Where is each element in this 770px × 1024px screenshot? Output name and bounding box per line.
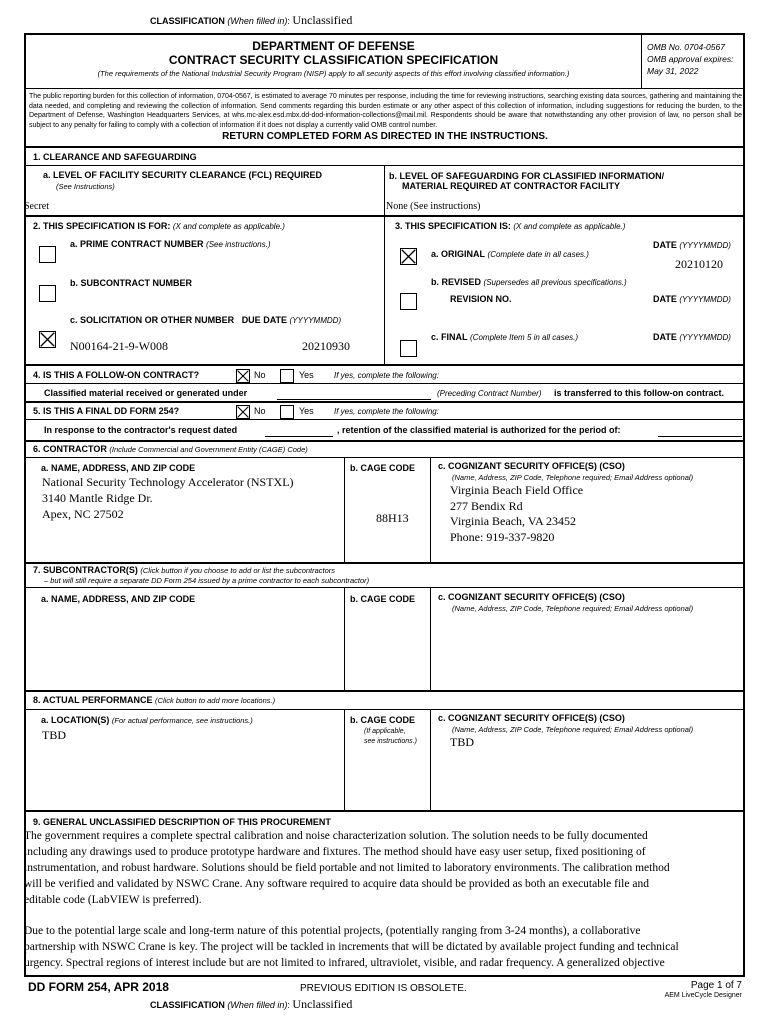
sec2-c-due-date[interactable]: 20210930 (302, 339, 350, 353)
sec3-a-hint: (Complete date in all cases.) (487, 250, 589, 259)
sec9-title: 9. GENERAL UNCLASSIFIED DESCRIPTION OF THIS PROCUREMENT (33, 817, 331, 827)
sec1-b-value: None (See instructions) (386, 201, 481, 212)
sec8-a-hint: (For actual performance, see instructions.) (111, 716, 253, 725)
classification-value-bottom: Unclassified (292, 997, 353, 1011)
form-number: DD FORM 254, APR 2018 (28, 980, 169, 994)
sec5-line-mid: , retention of the classified material is authorized for the period of: (337, 425, 621, 435)
classification-colon-bottom: : (287, 1000, 290, 1010)
sec8-b-hint-1: (If applicable, (364, 728, 406, 735)
sec2-c-value[interactable]: N00164-21-9-W008 (70, 339, 168, 353)
form-title: CONTRACT SECURITY CLASSIFICATION SPECIFICATION (168, 53, 499, 67)
sec6-b-label: b. CAGE CODE (350, 463, 416, 473)
sec2-c-label-text: c. SOLICITATION OR OTHER NUMBER (70, 315, 235, 325)
sec3-a-date-label (653, 240, 731, 250)
sec5-if-yes: If yes, complete the following: (334, 407, 439, 416)
omb-expires-date: May 31, 2022 (647, 66, 699, 76)
sec3-c-date-text: DATE (653, 332, 677, 342)
check-x-icon (237, 406, 249, 418)
sec1-title: 1. CLEARANCE AND SAFEGUARDING (33, 152, 197, 162)
sec5-request-date-field[interactable] (265, 436, 333, 437)
sec4-if-yes: If yes, complete the following: (334, 371, 439, 380)
sec8-title (33, 695, 275, 705)
sec9-line: The government requires a complete spectral calibration and noise characterization solution. The solution needs to be fully documented (24, 830, 648, 842)
classification-hint-bottom: (When filled in) (227, 1000, 288, 1010)
sec8-b-label: b. CAGE CODE (350, 715, 416, 725)
classification-bottom (150, 997, 352, 1012)
sec8-c-hint: (Name, Address, ZIP Code, Telephone required; Email Address optional) (452, 725, 694, 734)
sec3-c-hint: (Complete Item 5 in all cases.) (470, 333, 579, 342)
sec7-title-text: 7. SUBCONTRACTOR(S) (33, 565, 138, 575)
sec3-title (395, 221, 625, 231)
sec9-line: urgency. Spectral regions of interest include but are not limited to infrared, ultraviolet, visible, and radar frequency. A generalized objective (24, 957, 665, 969)
sec2-due-hint: (YYYYMMDD) (289, 316, 342, 325)
classification-label: CLASSIFICATION (150, 16, 225, 26)
sec3-b-label (431, 277, 627, 287)
sec3-revision-label: REVISION NO. (450, 294, 512, 304)
sec3-a-date-text: DATE (653, 240, 677, 250)
sec4-question: 4. IS THIS A FOLLOW-ON CONTRACT? (33, 370, 200, 380)
sec3-a-date-hint: (YYYYMMDD) (679, 241, 731, 250)
sec3-b-date-hint: (YYYYMMDD) (679, 295, 731, 304)
sec1-b-label-1: b. LEVEL OF SAFEGUARDING FOR CLASSIFIED INFORMATION/ (389, 171, 665, 181)
check-x-icon (40, 332, 55, 347)
sec4-yes-label: Yes (299, 370, 314, 380)
sec4-contract-number-field[interactable] (277, 399, 431, 400)
sec3-c-date-hint: (YYYYMMDD) (679, 333, 731, 342)
sec4-line-label: Classified material received or generated under (44, 388, 248, 398)
sec4-yes-checkbox[interactable] (280, 369, 294, 383)
sec2-due-label: DUE DATE (241, 315, 288, 325)
sec4-line-hint: (Preceding Contract Number) (437, 389, 542, 398)
sec2-b-checkbox[interactable] (39, 285, 56, 302)
check-x-icon (401, 249, 416, 264)
classification-label-bottom: CLASSIFICATION (150, 1000, 225, 1010)
sec3-b-date-text: DATE (653, 294, 677, 304)
sec6-contractor-address[interactable] (42, 474, 294, 522)
sec7-a-label: a. NAME, ADDRESS, AND ZIP CODE (41, 594, 196, 604)
sec2-c-checkbox[interactable] (39, 331, 56, 348)
sec3-c-label (431, 332, 578, 342)
sec1-b-label-2: MATERIAL REQUIRED AT CONTRACTOR FACILITY (402, 181, 620, 191)
sec6-cso-line: Virginia Beach Field Office (450, 483, 584, 497)
sec6-title-text: 6. CONTRACTOR (33, 444, 107, 454)
sec8-a-label-text: a. LOCATION(S) (41, 715, 110, 725)
form-subtitle: (The requirements of the National Industrial Security Program (NISP) apply to all security aspects of this effort involving classified information.) (97, 69, 570, 78)
sec9-line: will be verified and validated by NSWC Crane. Any software required to acquire data should be provided as both an executable file and (24, 878, 649, 890)
sec6-cso-line: Phone: 919-337-9820 (450, 529, 555, 544)
sec4-no-label: No (254, 370, 266, 380)
sec9-line: including any drawings used to produce prototype hardware and fixtures. The method should have easy user setup, fixed positioning of (24, 846, 646, 858)
classification-top (150, 13, 352, 28)
sec5-no-label: No (254, 406, 266, 416)
sec2-hint: (X and complete as applicable.) (172, 222, 285, 231)
previous-edition-notice: PREVIOUS EDITION IS OBSOLETE. (300, 983, 467, 994)
sec2-a-hint: (See instructions.) (206, 240, 271, 249)
sec5-no-checkbox[interactable] (236, 405, 250, 419)
check-x-icon (237, 370, 249, 382)
sec7-c-hint: (Name, Address, ZIP Code, Telephone required; Email Address optional) (452, 604, 694, 613)
sec7-b-label: b. CAGE CODE (350, 594, 416, 604)
sec9-line: Due to the potential large scale and long-term nature of this potential projects, (potentially ranging from 3-24 months), a collaborative (24, 925, 641, 937)
sec8-b-hint-2: see instructions.) (364, 738, 417, 745)
sec3-a-label (431, 249, 589, 259)
sec4-line-end: is transferred to this follow-on contract. (554, 388, 725, 398)
sec7-title (33, 565, 335, 575)
sec5-yes-checkbox[interactable] (280, 405, 294, 419)
sec3-b-date-label (653, 294, 731, 304)
sec3-c-date-label (653, 332, 731, 342)
sec2-a-label (70, 239, 271, 249)
sec2-b-label: b. SUBCONTRACT NUMBER (70, 278, 192, 288)
sec6-cso-address[interactable] (450, 483, 583, 545)
sec8-hint: (Click button to add more locations.) (155, 696, 276, 705)
sec6-c-hint: (Name, Address, ZIP Code, Telephone required; Email Address optional) (452, 473, 694, 482)
sec3-b-label-text: b. REVISED (431, 277, 482, 287)
sec2-a-label-text: a. PRIME CONTRACT NUMBER (70, 239, 204, 249)
sec5-line-label: In response to the contractor's request dated (44, 425, 238, 435)
sec4-no-checkbox[interactable] (236, 369, 250, 383)
classification-hint: (When filled in) (227, 16, 288, 26)
sec1-a-value: Secret (24, 201, 49, 212)
sec6-c-label: c. COGNIZANT SECURITY OFFICE(S) (CSO) (438, 461, 625, 471)
sec2-title (33, 221, 285, 231)
sec8-cso-value[interactable]: TBD (450, 735, 474, 749)
sec8-c-label: c. COGNIZANT SECURITY OFFICE(S) (CSO) (438, 713, 625, 723)
page-number: Page 1 of 7 (690, 980, 742, 991)
sec6-address-line: National Security Technology Accelerator (NSTXL) (42, 475, 294, 489)
sec3-b-hint: (Supersedes all previous specifications.) (483, 278, 627, 287)
sec3-b-checkbox[interactable] (400, 293, 417, 310)
sec6-title (33, 444, 308, 454)
classification-value: Unclassified (292, 13, 353, 27)
sec6-hint: (Include Commercial and Government Entity (CAGE) Code) (109, 445, 308, 454)
sec8-title-text: 8. ACTUAL PERFORMANCE (33, 695, 153, 705)
sec6-cso-line: Virginia Beach, VA 23452 (450, 514, 576, 528)
return-instructions: RETURN COMPLETED FORM AS DIRECTED IN THE INSTRUCTIONS. (222, 131, 548, 142)
sec9-line: instrumentation, and robust hardware. Solutions should be field portable and not limited to laboratory environments. The calibration method (24, 862, 670, 874)
classification-colon: : (287, 16, 290, 26)
sec6-address-line: Apex, NC 27502 (42, 507, 124, 521)
sec1-a-hint: (See Instructions) (56, 182, 115, 191)
sec7-c-label: c. COGNIZANT SECURITY OFFICE(S) (CSO) (438, 592, 625, 602)
burden-statement: The public reporting burden for this collection of information, 0704-0567, is estimated to average 70 minutes per response, including the time for reviewing instructions, searching existing data sources, gathering and maintaining the data needed, and completing and reviewing the collection of information. Send comments regarding this burden estimate or any other aspect of this collection of information, including suggestions for reducing the burden, to the Department of Defense, Washington Headquarters Services, at whs.mc-alex.esd.mbx.dd-dod-information-collections@mail.mil. Respondents should be aware that notwithstanding any other provision of law, no person shall be subject to any penalty for failing to comply with a collection of information if it does not display a currently valid OMB control number. (29, 93, 742, 129)
sec3-hint: (X and complete as applicable.) (513, 222, 626, 231)
sec8-a-label (41, 715, 253, 725)
omb-number: OMB No. 0704-0567 (647, 42, 725, 52)
omb-expires-label: OMB approval expires: (647, 54, 734, 64)
sec2-c-label (70, 315, 341, 325)
dept-title: DEPARTMENT OF DEFENSE (252, 39, 415, 53)
sec1-a-label: a. LEVEL OF FACILITY SECURITY CLEARANCE (FCL) REQUIRED (43, 170, 323, 180)
sec9-line: partnership with NSWC Crane is key. The project will be tackled in increments that will be dictated by available project funding and technical (24, 941, 679, 953)
sec3-title-text: 3. THIS SPECIFICATION IS: (395, 221, 511, 231)
sec3-a-checkbox[interactable] (400, 248, 417, 265)
designer-credit: AEM LiveCycle Designer (664, 992, 742, 999)
sec5-yes-label: Yes (299, 406, 314, 416)
sec9-line: editable code (LabVIEW is preferred). (24, 894, 202, 906)
sec6-address-line: 3140 Mantle Ridge Dr. (42, 491, 153, 505)
sec6-a-label: a. NAME, ADDRESS, AND ZIP CODE (41, 463, 196, 473)
sec6-cage-code[interactable]: 88H13 (376, 511, 409, 525)
sec2-a-checkbox[interactable] (39, 246, 56, 263)
sec5-question: 5. IS THIS A FINAL DD FORM 254? (33, 406, 180, 416)
sec7-hint-1: (Click button if you choose to add or list the subcontractors (140, 566, 336, 575)
sec6-cso-line: 277 Bendix Rd (450, 498, 523, 513)
sec2-title-text: 2. THIS SPECIFICATION IS FOR: (33, 221, 171, 231)
sec7-hint-2: – but will still require a separate DD Form 254 issued by a prime contractor to each subcontractor) (44, 576, 370, 585)
sec3-c-checkbox[interactable] (400, 340, 417, 357)
sec5-retention-period-field[interactable] (658, 436, 742, 437)
sec3-a-label-text: a. ORIGINAL (431, 249, 486, 259)
sec3-c-label-text: c. FINAL (431, 332, 468, 342)
sec8-location-value[interactable]: TBD (42, 728, 66, 742)
sec3-a-date-value[interactable]: 20210120 (675, 257, 723, 271)
